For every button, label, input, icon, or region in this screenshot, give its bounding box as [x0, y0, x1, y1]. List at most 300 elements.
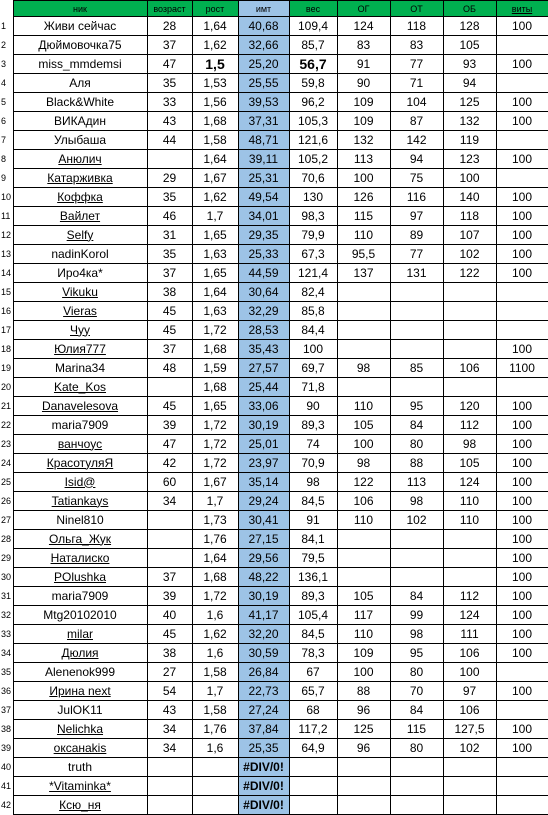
cell-og[interactable]: 98 — [337, 359, 390, 378]
cell-vity[interactable]: 100 — [496, 682, 548, 701]
cell-ob[interactable]: 106 — [443, 701, 496, 720]
cell-ob[interactable]: 93 — [443, 55, 496, 74]
cell-weight[interactable]: 67 — [289, 663, 337, 682]
cell-vity[interactable] — [496, 378, 548, 397]
cell-imt[interactable]: 25,55 — [238, 74, 289, 93]
cell-weight[interactable] — [289, 796, 337, 815]
cell-nick[interactable]: JulOK11 — [13, 701, 147, 720]
cell-ot[interactable]: 94 — [390, 150, 443, 169]
cell-weight[interactable]: 98,3 — [289, 207, 337, 226]
cell-height[interactable]: 1,76 — [192, 530, 238, 549]
cell-vity[interactable]: 100 — [496, 511, 548, 530]
cell-ot[interactable] — [390, 283, 443, 302]
cell-ob[interactable]: 94 — [443, 74, 496, 93]
cell-og[interactable]: 109 — [337, 112, 390, 131]
cell-weight[interactable]: 79,5 — [289, 549, 337, 568]
cell-ob[interactable]: 100 — [443, 169, 496, 188]
cell-nick[interactable]: Kate_Kos — [13, 378, 147, 397]
cell-vity[interactable] — [496, 169, 548, 188]
cell-ob[interactable]: 125 — [443, 93, 496, 112]
cell-ot[interactable]: 88 — [390, 454, 443, 473]
cell-nick[interactable]: Ольга_Жук — [13, 530, 147, 549]
cell-age[interactable]: 37 — [147, 36, 192, 55]
cell-ob[interactable]: 112 — [443, 587, 496, 606]
cell-og[interactable]: 100 — [337, 435, 390, 454]
cell-og[interactable]: 90 — [337, 74, 390, 93]
cell-vity[interactable] — [496, 758, 548, 777]
cell-vity[interactable]: 100 — [496, 473, 548, 492]
cell-age[interactable]: 34 — [147, 720, 192, 739]
cell-weight[interactable]: 82,4 — [289, 283, 337, 302]
cell-age[interactable] — [147, 511, 192, 530]
cell-age[interactable]: 45 — [147, 625, 192, 644]
cell-nick[interactable]: Живи сейчас — [13, 17, 147, 36]
cell-ot[interactable]: 102 — [390, 511, 443, 530]
cell-ob[interactable]: 102 — [443, 245, 496, 264]
cell-og[interactable]: 91 — [337, 55, 390, 74]
cell-weight[interactable]: 74 — [289, 435, 337, 454]
cell-imt[interactable]: #DIV/0! — [238, 758, 289, 777]
cell-og[interactable] — [337, 568, 390, 587]
header-age[interactable]: возраст — [147, 1, 192, 17]
cell-imt[interactable]: 34,01 — [238, 207, 289, 226]
cell-imt[interactable]: 37,31 — [238, 112, 289, 131]
cell-nick[interactable]: Danavelesova — [13, 397, 147, 416]
cell-ob[interactable] — [443, 796, 496, 815]
cell-ot[interactable] — [390, 340, 443, 359]
cell-height[interactable]: 1,6 — [192, 606, 238, 625]
cell-ot[interactable] — [390, 777, 443, 796]
cell-vity[interactable]: 100 — [496, 644, 548, 663]
cell-weight[interactable]: 105,4 — [289, 606, 337, 625]
cell-imt[interactable]: 25,35 — [238, 739, 289, 758]
cell-ot[interactable]: 131 — [390, 264, 443, 283]
cell-age[interactable]: 35 — [147, 74, 192, 93]
cell-ob[interactable]: 118 — [443, 207, 496, 226]
cell-imt[interactable]: #DIV/0! — [238, 777, 289, 796]
cell-weight[interactable]: 89,3 — [289, 416, 337, 435]
cell-og[interactable] — [337, 777, 390, 796]
cell-vity[interactable]: 100 — [496, 55, 548, 74]
cell-vity[interactable] — [496, 796, 548, 815]
header-height[interactable]: рост — [192, 1, 238, 17]
cell-og[interactable]: 100 — [337, 663, 390, 682]
cell-age[interactable]: 35 — [147, 245, 192, 264]
cell-ot[interactable]: 142 — [390, 131, 443, 150]
cell-nick[interactable]: Ирина next — [13, 682, 147, 701]
cell-ot[interactable]: 95 — [390, 397, 443, 416]
header-og[interactable]: ОГ — [337, 1, 390, 17]
cell-age[interactable]: 34 — [147, 739, 192, 758]
cell-nick[interactable]: Ксю_ня — [13, 796, 147, 815]
cell-og[interactable]: 115 — [337, 207, 390, 226]
cell-vity[interactable] — [496, 321, 548, 340]
cell-og[interactable] — [337, 549, 390, 568]
cell-ob[interactable] — [443, 283, 496, 302]
cell-nick[interactable]: Marina34 — [13, 359, 147, 378]
cell-height[interactable]: 1,6 — [192, 739, 238, 758]
cell-og[interactable]: 95,5 — [337, 245, 390, 264]
cell-height[interactable]: 1,58 — [192, 663, 238, 682]
cell-ot[interactable] — [390, 321, 443, 340]
cell-nick[interactable]: Vieras — [13, 302, 147, 321]
cell-age[interactable]: 34 — [147, 492, 192, 511]
cell-nick[interactable]: Чуу — [13, 321, 147, 340]
cell-age[interactable] — [147, 777, 192, 796]
cell-og[interactable]: 126 — [337, 188, 390, 207]
cell-ot[interactable] — [390, 378, 443, 397]
cell-height[interactable]: 1,68 — [192, 340, 238, 359]
cell-og[interactable] — [337, 530, 390, 549]
cell-imt[interactable]: 48,22 — [238, 568, 289, 587]
cell-og[interactable] — [337, 302, 390, 321]
cell-nick[interactable]: maria7909 — [13, 587, 147, 606]
cell-ot[interactable]: 80 — [390, 739, 443, 758]
cell-nick[interactable]: Ninel810 — [13, 511, 147, 530]
cell-imt[interactable]: #DIV/0! — [238, 796, 289, 815]
cell-nick[interactable]: Дюймовочка75 — [13, 36, 147, 55]
cell-weight[interactable]: 90 — [289, 397, 337, 416]
cell-og[interactable]: 110 — [337, 625, 390, 644]
cell-height[interactable]: 1,65 — [192, 226, 238, 245]
cell-og[interactable] — [337, 796, 390, 815]
cell-vity[interactable] — [496, 777, 548, 796]
cell-nick[interactable]: nadinKorol — [13, 245, 147, 264]
cell-weight[interactable]: 84,1 — [289, 530, 337, 549]
cell-weight[interactable] — [289, 777, 337, 796]
cell-weight[interactable]: 68 — [289, 701, 337, 720]
cell-imt[interactable]: 48,71 — [238, 131, 289, 150]
header-ot[interactable]: ОТ — [390, 1, 443, 17]
cell-ot[interactable]: 98 — [390, 625, 443, 644]
cell-ot[interactable]: 71 — [390, 74, 443, 93]
cell-nick[interactable]: Юлия777 — [13, 340, 147, 359]
cell-age[interactable] — [147, 150, 192, 169]
cell-age[interactable]: 43 — [147, 701, 192, 720]
cell-vity[interactable] — [496, 663, 548, 682]
cell-og[interactable]: 88 — [337, 682, 390, 701]
cell-height[interactable]: 1,68 — [192, 568, 238, 587]
cell-weight[interactable]: 85,7 — [289, 36, 337, 55]
cell-ob[interactable]: 102 — [443, 739, 496, 758]
cell-age[interactable]: 60 — [147, 473, 192, 492]
cell-age[interactable]: 27 — [147, 663, 192, 682]
cell-age[interactable]: 29 — [147, 169, 192, 188]
cell-age[interactable]: 38 — [147, 283, 192, 302]
cell-imt[interactable]: 23,97 — [238, 454, 289, 473]
cell-weight[interactable] — [289, 758, 337, 777]
cell-imt[interactable]: 27,24 — [238, 701, 289, 720]
cell-vity[interactable]: 100 — [496, 587, 548, 606]
cell-ot[interactable] — [390, 758, 443, 777]
cell-nick[interactable]: Isid@ — [13, 473, 147, 492]
cell-weight[interactable]: 121,4 — [289, 264, 337, 283]
cell-imt[interactable]: 30,41 — [238, 511, 289, 530]
cell-age[interactable]: 47 — [147, 55, 192, 74]
cell-ob[interactable] — [443, 321, 496, 340]
cell-vity[interactable]: 100 — [496, 264, 548, 283]
cell-ob[interactable]: 97 — [443, 682, 496, 701]
cell-height[interactable]: 1,63 — [192, 245, 238, 264]
cell-vity[interactable]: 100 — [496, 226, 548, 245]
cell-ot[interactable]: 98 — [390, 492, 443, 511]
cell-weight[interactable]: 121,6 — [289, 131, 337, 150]
cell-nick[interactable]: Vikuku — [13, 283, 147, 302]
cell-vity[interactable]: 100 — [496, 435, 548, 454]
cell-vity[interactable]: 100 — [496, 568, 548, 587]
cell-vity[interactable]: 100 — [496, 207, 548, 226]
cell-imt[interactable]: 39,53 — [238, 93, 289, 112]
cell-vity[interactable] — [496, 283, 548, 302]
cell-age[interactable]: 31 — [147, 226, 192, 245]
cell-ob[interactable]: 127,5 — [443, 720, 496, 739]
cell-nick[interactable]: Аля — [13, 74, 147, 93]
cell-nick[interactable]: Коффка — [13, 188, 147, 207]
cell-ob[interactable]: 100 — [443, 663, 496, 682]
cell-ob[interactable] — [443, 378, 496, 397]
cell-age[interactable]: 45 — [147, 397, 192, 416]
cell-height[interactable]: 1,63 — [192, 302, 238, 321]
cell-weight[interactable]: 59,8 — [289, 74, 337, 93]
cell-height[interactable]: 1,58 — [192, 701, 238, 720]
cell-ob[interactable]: 106 — [443, 359, 496, 378]
cell-nick[interactable]: ВИКАдин — [13, 112, 147, 131]
cell-weight[interactable]: 130 — [289, 188, 337, 207]
cell-ob[interactable]: 124 — [443, 473, 496, 492]
cell-age[interactable]: 54 — [147, 682, 192, 701]
cell-weight[interactable]: 117,2 — [289, 720, 337, 739]
cell-ob[interactable]: 110 — [443, 492, 496, 511]
cell-nick[interactable]: Вайлет — [13, 207, 147, 226]
cell-height[interactable]: 1,73 — [192, 511, 238, 530]
cell-height[interactable]: 1,7 — [192, 492, 238, 511]
cell-ob[interactable]: 112 — [443, 416, 496, 435]
cell-imt[interactable]: 39,11 — [238, 150, 289, 169]
cell-weight[interactable]: 70,9 — [289, 454, 337, 473]
cell-height[interactable]: 1,7 — [192, 682, 238, 701]
cell-og[interactable]: 132 — [337, 131, 390, 150]
cell-age[interactable]: 45 — [147, 321, 192, 340]
cell-imt[interactable]: 30,19 — [238, 416, 289, 435]
cell-imt[interactable]: 28,53 — [238, 321, 289, 340]
cell-weight[interactable]: 84,5 — [289, 625, 337, 644]
cell-age[interactable] — [147, 378, 192, 397]
cell-age[interactable]: 40 — [147, 606, 192, 625]
cell-height[interactable]: 1,64 — [192, 283, 238, 302]
cell-imt[interactable]: 44,59 — [238, 264, 289, 283]
cell-vity[interactable]: 100 — [496, 245, 548, 264]
cell-nick[interactable]: *Vitaminka* — [13, 777, 147, 796]
cell-imt[interactable]: 25,33 — [238, 245, 289, 264]
cell-vity[interactable]: 100 — [496, 150, 548, 169]
cell-age[interactable]: 43 — [147, 112, 192, 131]
cell-age[interactable]: 45 — [147, 302, 192, 321]
cell-weight[interactable]: 71,8 — [289, 378, 337, 397]
cell-ot[interactable]: 104 — [390, 93, 443, 112]
cell-ot[interactable]: 84 — [390, 701, 443, 720]
cell-vity[interactable] — [496, 131, 548, 150]
cell-imt[interactable]: 35,43 — [238, 340, 289, 359]
cell-vity[interactable]: 100 — [496, 625, 548, 644]
cell-og[interactable] — [337, 340, 390, 359]
cell-height[interactable]: 1,62 — [192, 36, 238, 55]
cell-vity[interactable]: 100 — [496, 416, 548, 435]
cell-height[interactable]: 1,65 — [192, 397, 238, 416]
cell-og[interactable]: 110 — [337, 511, 390, 530]
cell-og[interactable]: 105 — [337, 587, 390, 606]
cell-weight[interactable]: 85,8 — [289, 302, 337, 321]
cell-nick[interactable]: Nelichka — [13, 720, 147, 739]
cell-nick[interactable]: Катарживка — [13, 169, 147, 188]
cell-ob[interactable] — [443, 568, 496, 587]
cell-nick[interactable]: Наталиско — [13, 549, 147, 568]
cell-nick[interactable]: milar — [13, 625, 147, 644]
cell-vity[interactable] — [496, 74, 548, 93]
cell-imt[interactable]: 25,31 — [238, 169, 289, 188]
cell-ot[interactable]: 75 — [390, 169, 443, 188]
header-vity[interactable]: виты — [496, 1, 548, 17]
cell-og[interactable]: 96 — [337, 701, 390, 720]
cell-ot[interactable] — [390, 796, 443, 815]
cell-imt[interactable]: 27,15 — [238, 530, 289, 549]
cell-height[interactable]: 1,6 — [192, 644, 238, 663]
cell-vity[interactable]: 100 — [496, 188, 548, 207]
cell-og[interactable]: 113 — [337, 150, 390, 169]
cell-ob[interactable]: 110 — [443, 511, 496, 530]
cell-weight[interactable]: 56,7 — [289, 55, 337, 74]
cell-height[interactable]: 1,64 — [192, 549, 238, 568]
cell-weight[interactable]: 89,3 — [289, 587, 337, 606]
cell-og[interactable]: 105 — [337, 416, 390, 435]
cell-imt[interactable]: 27,57 — [238, 359, 289, 378]
cell-ot[interactable] — [390, 302, 443, 321]
cell-height[interactable]: 1,58 — [192, 131, 238, 150]
cell-nick[interactable]: Mtg20102010 — [13, 606, 147, 625]
cell-age[interactable]: 38 — [147, 644, 192, 663]
cell-ob[interactable]: 98 — [443, 435, 496, 454]
cell-ob[interactable]: 124 — [443, 606, 496, 625]
cell-nick[interactable]: Black&White — [13, 93, 147, 112]
header-nick[interactable]: ник — [13, 1, 147, 17]
cell-ob[interactable] — [443, 302, 496, 321]
cell-ob[interactable]: 111 — [443, 625, 496, 644]
cell-imt[interactable]: 32,66 — [238, 36, 289, 55]
cell-age[interactable] — [147, 758, 192, 777]
cell-og[interactable]: 109 — [337, 93, 390, 112]
cell-nick[interactable]: POlushka — [13, 568, 147, 587]
header-ob[interactable]: ОБ — [443, 1, 496, 17]
cell-weight[interactable]: 109,4 — [289, 17, 337, 36]
cell-ot[interactable]: 70 — [390, 682, 443, 701]
cell-vity[interactable]: 100 — [496, 340, 548, 359]
cell-height[interactable]: 1,72 — [192, 435, 238, 454]
cell-ob[interactable]: 132 — [443, 112, 496, 131]
cell-height[interactable]: 1,67 — [192, 169, 238, 188]
cell-nick[interactable]: miss_mmdemsi — [13, 55, 147, 74]
cell-imt[interactable]: 26,84 — [238, 663, 289, 682]
cell-ob[interactable] — [443, 530, 496, 549]
cell-vity[interactable]: 1100 — [496, 359, 548, 378]
cell-age[interactable]: 39 — [147, 416, 192, 435]
cell-age[interactable]: 37 — [147, 264, 192, 283]
header-imt[interactable]: имт — [238, 1, 289, 17]
cell-age[interactable]: 46 — [147, 207, 192, 226]
cell-weight[interactable]: 136,1 — [289, 568, 337, 587]
cell-age[interactable]: 37 — [147, 568, 192, 587]
cell-ob[interactable]: 122 — [443, 264, 496, 283]
cell-imt[interactable]: 33,06 — [238, 397, 289, 416]
cell-height[interactable] — [192, 758, 238, 777]
cell-ot[interactable]: 83 — [390, 36, 443, 55]
cell-og[interactable] — [337, 321, 390, 340]
cell-age[interactable]: 39 — [147, 587, 192, 606]
cell-vity[interactable]: 100 — [496, 112, 548, 131]
cell-height[interactable]: 1,65 — [192, 264, 238, 283]
cell-og[interactable] — [337, 758, 390, 777]
cell-imt[interactable]: 32,29 — [238, 302, 289, 321]
cell-height[interactable]: 1,72 — [192, 416, 238, 435]
cell-vity[interactable]: 100 — [496, 397, 548, 416]
cell-nick[interactable]: Alenenok999 — [13, 663, 147, 682]
cell-ot[interactable]: 77 — [390, 55, 443, 74]
cell-og[interactable]: 117 — [337, 606, 390, 625]
cell-height[interactable]: 1,64 — [192, 17, 238, 36]
cell-ot[interactable]: 95 — [390, 644, 443, 663]
cell-imt[interactable]: 25,44 — [238, 378, 289, 397]
cell-nick[interactable]: Tatiankays — [13, 492, 147, 511]
cell-nick[interactable]: КрасотуляЯ — [13, 454, 147, 473]
cell-nick[interactable]: оксанаkis — [13, 739, 147, 758]
cell-nick[interactable]: Анюлич — [13, 150, 147, 169]
cell-ot[interactable]: 113 — [390, 473, 443, 492]
cell-weight[interactable]: 98 — [289, 473, 337, 492]
cell-weight[interactable]: 84,4 — [289, 321, 337, 340]
cell-height[interactable]: 1,68 — [192, 378, 238, 397]
cell-vity[interactable] — [496, 701, 548, 720]
cell-ob[interactable]: 105 — [443, 454, 496, 473]
cell-og[interactable]: 83 — [337, 36, 390, 55]
cell-height[interactable]: 1,76 — [192, 720, 238, 739]
cell-height[interactable]: 1,64 — [192, 150, 238, 169]
cell-vity[interactable]: 100 — [496, 606, 548, 625]
cell-imt[interactable]: 49,54 — [238, 188, 289, 207]
cell-ob[interactable]: 140 — [443, 188, 496, 207]
cell-imt[interactable]: 30,64 — [238, 283, 289, 302]
cell-imt[interactable]: 22,73 — [238, 682, 289, 701]
cell-height[interactable]: 1,5 — [192, 55, 238, 74]
cell-age[interactable]: 37 — [147, 340, 192, 359]
cell-og[interactable] — [337, 283, 390, 302]
cell-height[interactable]: 1,53 — [192, 74, 238, 93]
cell-age[interactable]: 33 — [147, 93, 192, 112]
cell-ob[interactable]: 107 — [443, 226, 496, 245]
cell-nick[interactable]: maria7909 — [13, 416, 147, 435]
cell-nick[interactable]: Улыбаша — [13, 131, 147, 150]
cell-og[interactable]: 109 — [337, 644, 390, 663]
cell-og[interactable]: 106 — [337, 492, 390, 511]
cell-imt[interactable]: 30,59 — [238, 644, 289, 663]
cell-nick[interactable]: ванчоус — [13, 435, 147, 454]
cell-vity[interactable]: 100 — [496, 17, 548, 36]
cell-age[interactable]: 48 — [147, 359, 192, 378]
cell-age[interactable] — [147, 549, 192, 568]
cell-ot[interactable] — [390, 530, 443, 549]
cell-age[interactable] — [147, 796, 192, 815]
cell-ob[interactable]: 119 — [443, 131, 496, 150]
cell-weight[interactable]: 96,2 — [289, 93, 337, 112]
cell-ob[interactable] — [443, 549, 496, 568]
cell-ob[interactable]: 106 — [443, 644, 496, 663]
